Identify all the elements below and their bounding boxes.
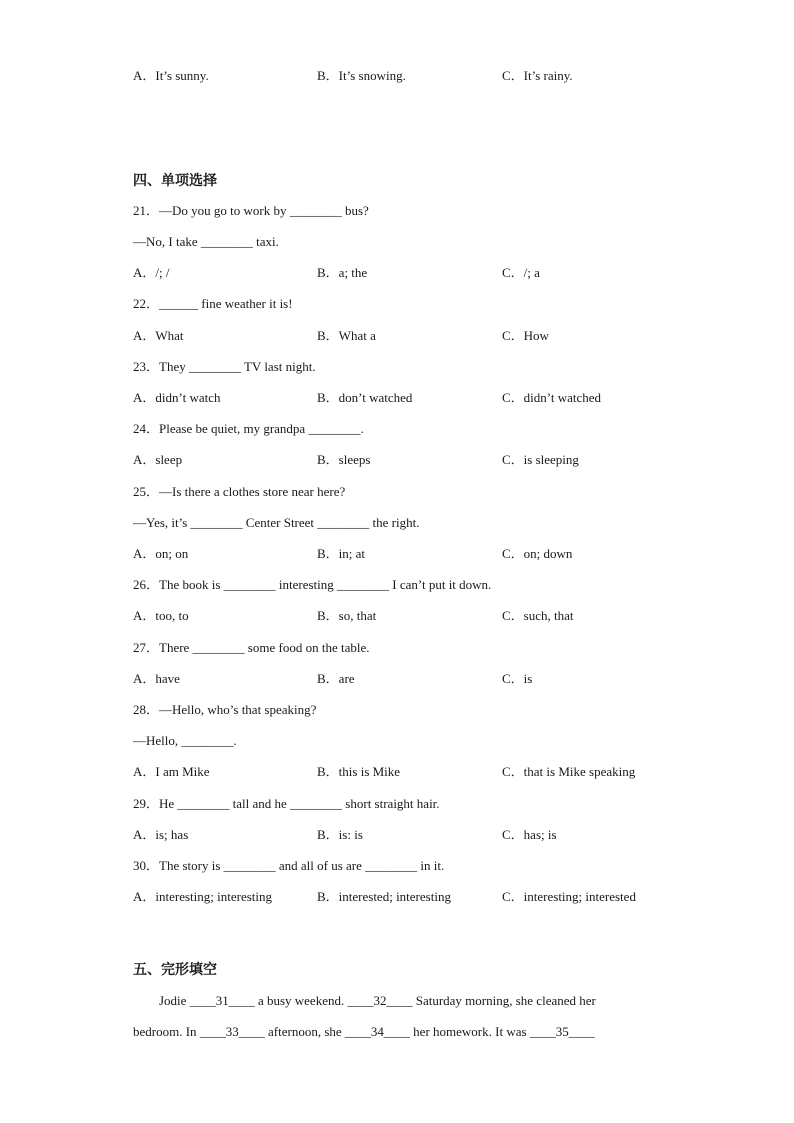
question-26-options	[133, 608, 693, 624]
option-b: B．It’s snowing.	[317, 68, 406, 83]
option-c: C．It’s rainy.	[502, 68, 573, 83]
question-25-stem-2: —Yes, it’s ________ Center Street ________ the right.	[133, 515, 420, 530]
option-a: A．What	[133, 328, 184, 343]
option-b: B．so, that	[317, 608, 377, 623]
question-30-options	[133, 889, 693, 905]
previous-question-options	[133, 68, 693, 84]
option-b: B．this is Mike	[317, 764, 401, 779]
question-22-stem: 22．______ fine weather it is!	[133, 296, 293, 311]
question-29-options	[133, 827, 693, 843]
option-a: A．I am Mike	[133, 764, 210, 779]
question-21-options	[133, 265, 693, 281]
option-a: A．/; /	[133, 265, 170, 280]
option-b: B．sleeps	[317, 452, 371, 467]
option-b: B．is: is	[317, 827, 363, 842]
option-b: B．in; at	[317, 546, 366, 561]
question-27-options	[133, 671, 693, 687]
option-c: C．/; a	[502, 265, 540, 280]
question-24-stem: 24．Please be quiet, my grandpa ________.	[133, 421, 364, 436]
cloze-passage-line-1: Jodie ____31____ a busy weekend. ____32____ Saturday morning, she cleaned her	[133, 993, 596, 1008]
option-a: A．sleep	[133, 452, 183, 467]
option-c: C．is	[502, 671, 533, 686]
option-a: A．interesting; interesting	[133, 889, 273, 904]
option-c: C．didn’t watched	[502, 390, 602, 405]
option-a: A．have	[133, 671, 180, 686]
option-a: A．too, to	[133, 608, 189, 623]
option-a: A．is; has	[133, 827, 189, 842]
question-23-options	[133, 390, 693, 406]
option-b: B．a; the	[317, 265, 368, 280]
question-21-stem-1: 21．—Do you go to work by ________ bus?	[133, 203, 369, 218]
question-28-stem-1: 28．—Hello, who’s that speaking?	[133, 702, 317, 717]
question-27-stem: 27．There ________ some food on the table.	[133, 640, 370, 655]
option-c: C．has; is	[502, 827, 557, 842]
section-4-heading: 四、单项选择	[133, 173, 217, 189]
question-26-stem: 26．The book is ________ interesting ________ I can’t put it down.	[133, 577, 492, 592]
question-22-options	[133, 328, 693, 344]
question-28-stem-2: —Hello, ________.	[133, 733, 237, 748]
option-c: C．is sleeping	[502, 452, 579, 467]
option-a: A．on; on	[133, 546, 189, 561]
option-c: C．interesting; interested	[502, 889, 636, 904]
question-30-stem: 30．The story is ________ and all of us are ________ in it.	[133, 858, 445, 873]
question-25-stem-1: 25．—Is there a clothes store near here?	[133, 484, 346, 499]
option-b: B．interested; interesting	[317, 889, 451, 904]
section-5-heading: 五、完形填空	[133, 962, 217, 978]
question-29-stem: 29．He ________ tall and he ________ short straight hair.	[133, 796, 440, 811]
question-21-stem-2: —No, I take ________ taxi.	[133, 234, 279, 249]
option-c: C．How	[502, 328, 549, 343]
option-b: B．What a	[317, 328, 376, 343]
option-b: B．are	[317, 671, 355, 686]
option-a: A．didn’t watch	[133, 390, 221, 405]
question-25-options	[133, 546, 693, 562]
question-23-stem: 23．They ________ TV last night.	[133, 359, 316, 374]
cloze-passage-line-2: bedroom. In ____33____ afternoon, she ____34____ her homework. It was ____35____	[133, 1024, 595, 1039]
option-a: A．It’s sunny.	[133, 68, 209, 83]
option-c: C．that is Mike speaking	[502, 764, 636, 779]
question-28-options	[133, 764, 693, 780]
option-c: C．on; down	[502, 546, 573, 561]
option-b: B．don’t watched	[317, 390, 413, 405]
question-24-options	[133, 452, 693, 468]
option-c: C．such, that	[502, 608, 574, 623]
